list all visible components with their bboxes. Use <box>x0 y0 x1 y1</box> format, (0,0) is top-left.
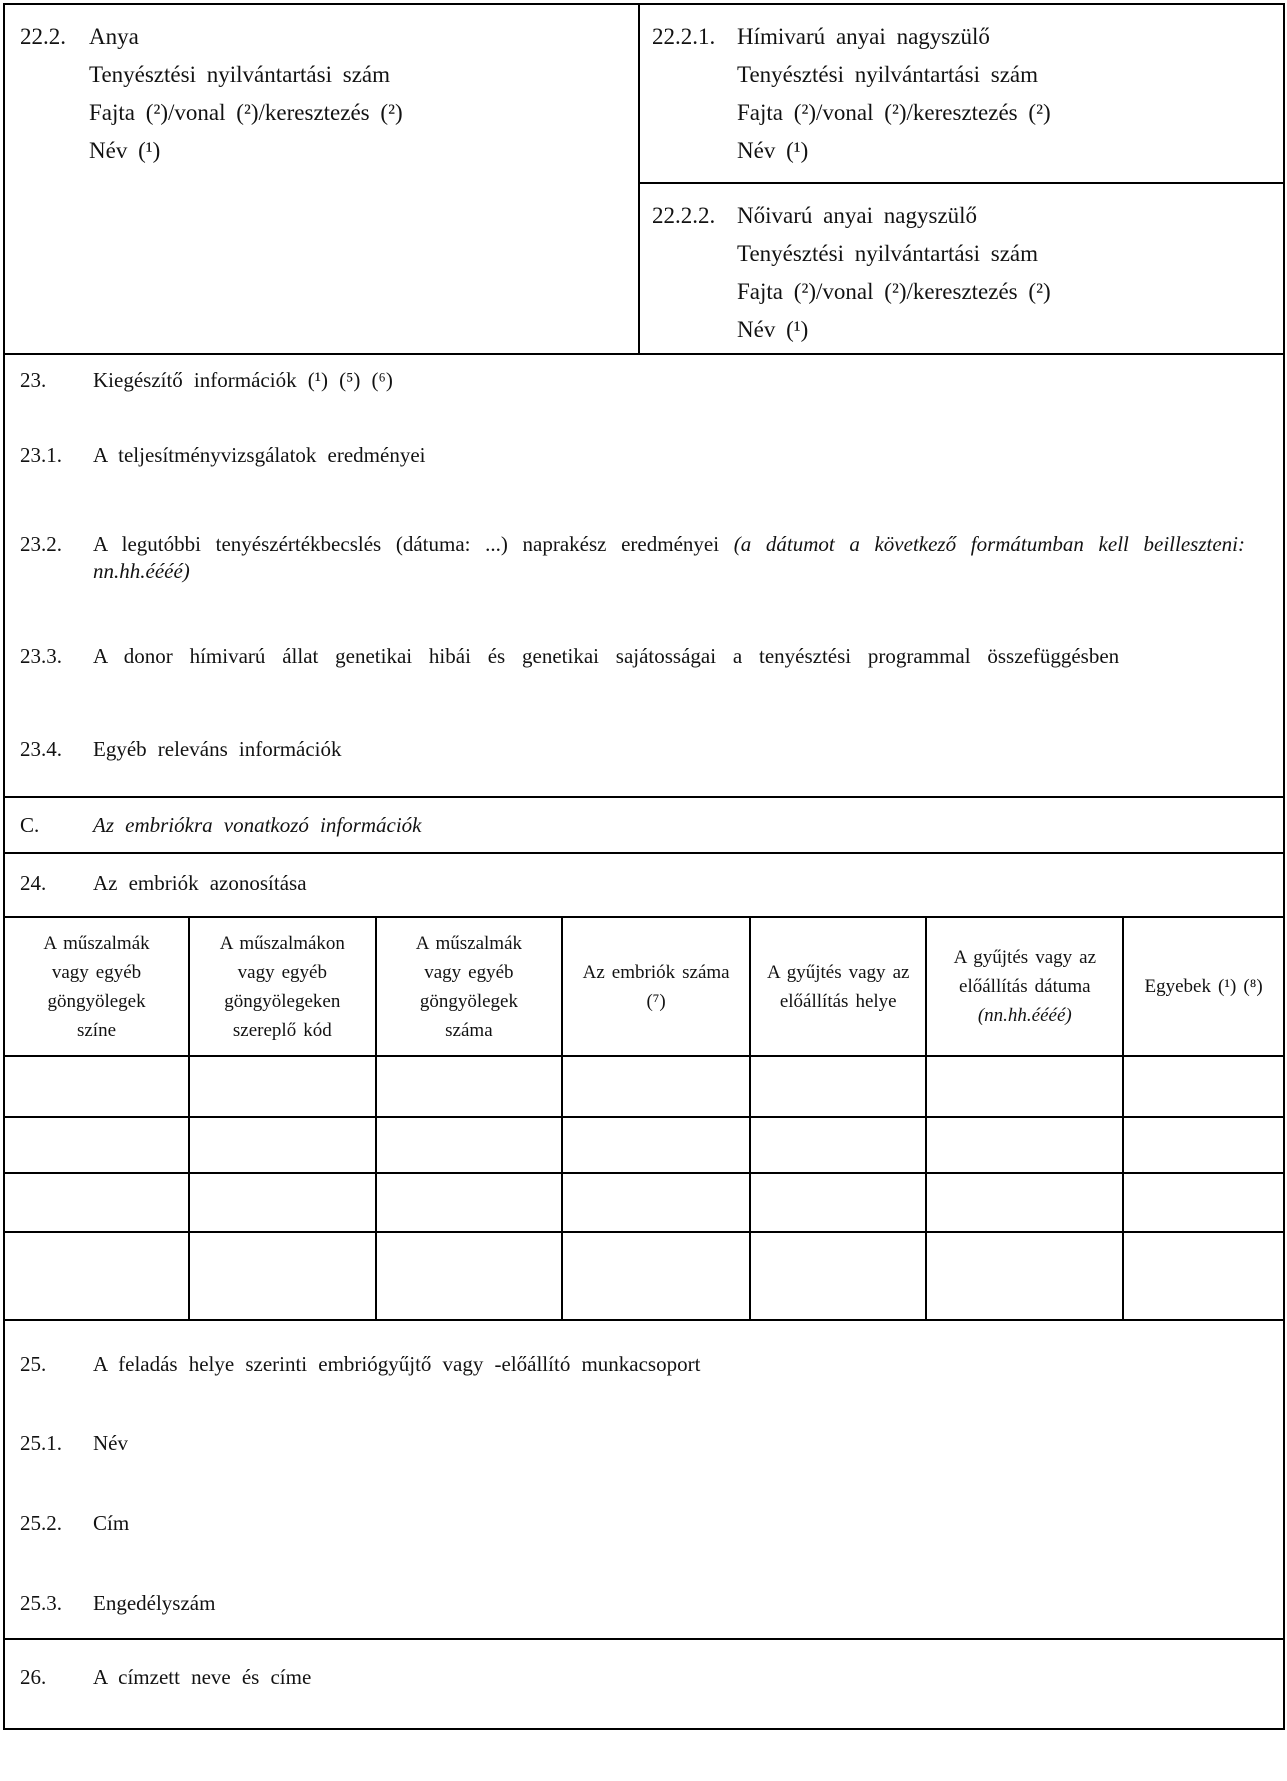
section-23-block <box>5 353 1283 796</box>
pedigree-line: Fajta (²)/vonal (²)/keresztezés (²) <box>737 100 1051 125</box>
section-25-block <box>5 1321 1283 1638</box>
table-cell <box>750 1232 926 1320</box>
table-cell <box>5 1056 189 1117</box>
section-text: Cím <box>93 1511 130 1535</box>
section-25-2 <box>5 1510 1283 1537</box>
section-text: A donor hímivarú állat genetikai hibái és genetikai sajátosságai a tenyésztési programmal összefüggésben <box>93 644 1120 668</box>
table-cell <box>376 1232 563 1320</box>
section-22-2-2-granddam-cell <box>640 184 1283 353</box>
section-text: A legutóbbi tenyészértékbecslés (dátuma: ...) naprakész eredményei <box>93 532 720 556</box>
pedigree-line: Tenyésztési nyilvántartási szám <box>737 62 1039 87</box>
header-row <box>5 917 1283 1056</box>
table-cell <box>926 1173 1123 1232</box>
table-cell <box>376 1056 563 1117</box>
section-c <box>5 812 1283 839</box>
section-text: Az embriók azonosítása <box>93 871 307 895</box>
table-cell <box>5 1173 189 1232</box>
section-text: A feladás helye szerinti embriógyűjtő vagy -előállító munkacsoport <box>93 1352 701 1376</box>
section-23-3 <box>5 643 1283 670</box>
table-cell <box>189 1117 376 1173</box>
section-23-2 <box>5 531 1283 585</box>
section-23-1 <box>5 442 1283 469</box>
section-c-row <box>5 796 1283 852</box>
section-number: 23.4. <box>20 737 62 761</box>
section-text: Név <box>93 1431 128 1455</box>
column-header-other: Egyebek (¹) (⁸) <box>1123 917 1283 1056</box>
section-text: A teljesítményvizsgálatok eredményei <box>93 443 426 467</box>
table-cell <box>376 1173 563 1232</box>
column-header-label: A gyűjtés vagy az előállítás dátuma <box>953 947 1097 997</box>
table-cell <box>1123 1056 1283 1117</box>
table-cell <box>562 1173 750 1232</box>
table-row <box>5 1056 1283 1117</box>
section-number: 23. <box>20 368 47 392</box>
section-22-2-dam-cell <box>5 5 640 353</box>
grandsire-paragraph <box>640 5 1283 170</box>
column-header-straw-colour: A műszalmák vagy egyéb göngyölegek színe <box>5 917 189 1056</box>
table-cell <box>5 1117 189 1173</box>
section-number: 22.2. <box>20 24 66 49</box>
table-cell <box>189 1232 376 1320</box>
column-header-collection-date <box>926 917 1123 1056</box>
section-24-row <box>5 852 1283 916</box>
section-number: 23.2. <box>20 532 62 556</box>
section-number: 23.3. <box>20 644 62 668</box>
section-26 <box>5 1664 1283 1691</box>
table-cell <box>562 1117 750 1173</box>
section-number: 24. <box>20 871 47 895</box>
pedigree-line: Fajta (²)/vonal (²)/keresztezés (²) <box>89 100 403 125</box>
section-number: 22.2.1. <box>652 24 716 49</box>
section-23-4 <box>5 736 1283 763</box>
section-text: Az embriókra vonatkozó információk <box>93 813 422 837</box>
column-header-embryo-count: Az embriók száma (⁷) <box>562 917 750 1056</box>
section-22-2-1-grandsire-cell <box>640 5 1283 184</box>
table-row <box>5 1117 1283 1173</box>
table-cell <box>1123 1232 1283 1320</box>
section-number: 25.2. <box>20 1511 62 1535</box>
table-cell <box>926 1232 1123 1320</box>
section-number: C. <box>20 813 40 837</box>
table-row <box>5 1232 1283 1320</box>
table-cell <box>5 1232 189 1320</box>
section-number: 26. <box>20 1665 47 1689</box>
section-text: Egyéb releváns információk <box>93 737 342 761</box>
pedigree-line: Tenyésztési nyilvántartási szám <box>737 241 1039 266</box>
section-23 <box>5 367 1283 394</box>
section-text: A címzett neve és címe <box>93 1665 312 1689</box>
pedigree-grid <box>5 5 1283 353</box>
section-number: 25. <box>20 1352 47 1376</box>
table-cell <box>189 1056 376 1117</box>
table-cell <box>1123 1117 1283 1173</box>
date-format-note: (a dátumot a következő formátumban kell beilleszteni: nn.hh.éééé) <box>93 532 1245 583</box>
table-cell <box>750 1117 926 1173</box>
table-row <box>5 1173 1283 1232</box>
section-number: 25.3. <box>20 1591 62 1615</box>
table-cell <box>926 1056 1123 1117</box>
column-header-straw-number: A műszalmák vagy egyéb göngyölegek száma <box>376 917 563 1056</box>
table-cell <box>562 1056 750 1117</box>
section-25-3 <box>5 1590 1283 1617</box>
pedigree-line: Fajta (²)/vonal (²)/keresztezés (²) <box>737 279 1051 304</box>
section-text: Kiegészítő információk (¹) (⁵) (⁶) <box>93 368 393 392</box>
table-cell <box>189 1173 376 1232</box>
granddam-paragraph <box>640 184 1283 349</box>
table-cell <box>926 1117 1123 1173</box>
table-cell <box>750 1173 926 1232</box>
section-number: 22.2.2. <box>652 203 716 228</box>
section-25-1 <box>5 1430 1283 1457</box>
table-cell <box>376 1117 563 1173</box>
embryo-table-body <box>5 1056 1283 1320</box>
form-outline <box>3 3 1285 1730</box>
maternal-grandparents-column <box>640 5 1283 353</box>
column-header-collection-place: A gyűjtés vagy az előállítás helye <box>750 917 926 1056</box>
pedigree-line: Név (¹) <box>737 317 809 342</box>
section-title: Hímivarú anyai nagyszülő <box>737 24 990 49</box>
embryo-identification-table <box>5 916 1283 1321</box>
column-header-straw-code: A műszalmákon vagy egyéb göngyölegeken szereplő kód <box>189 917 376 1056</box>
section-25 <box>5 1351 1283 1378</box>
table-cell <box>750 1056 926 1117</box>
pedigree-line: Név (¹) <box>89 138 161 163</box>
pedigree-line: Név (¹) <box>737 138 809 163</box>
section-26-block <box>5 1638 1283 1728</box>
section-24 <box>5 870 1283 897</box>
table-header <box>5 917 1283 1056</box>
dam-paragraph <box>5 5 638 170</box>
section-number: 23.1. <box>20 443 62 467</box>
pedigree-line: Tenyésztési nyilvántartási szám <box>89 62 391 87</box>
section-number: 25.1. <box>20 1431 62 1455</box>
section-title: Nőivarú anyai nagyszülő <box>737 203 978 228</box>
table-cell <box>562 1232 750 1320</box>
section-title: Anya <box>89 24 139 49</box>
table-cell <box>1123 1173 1283 1232</box>
section-text: Engedélyszám <box>93 1591 216 1615</box>
date-format-note: (nn.hh.éééé) <box>977 1005 1072 1026</box>
